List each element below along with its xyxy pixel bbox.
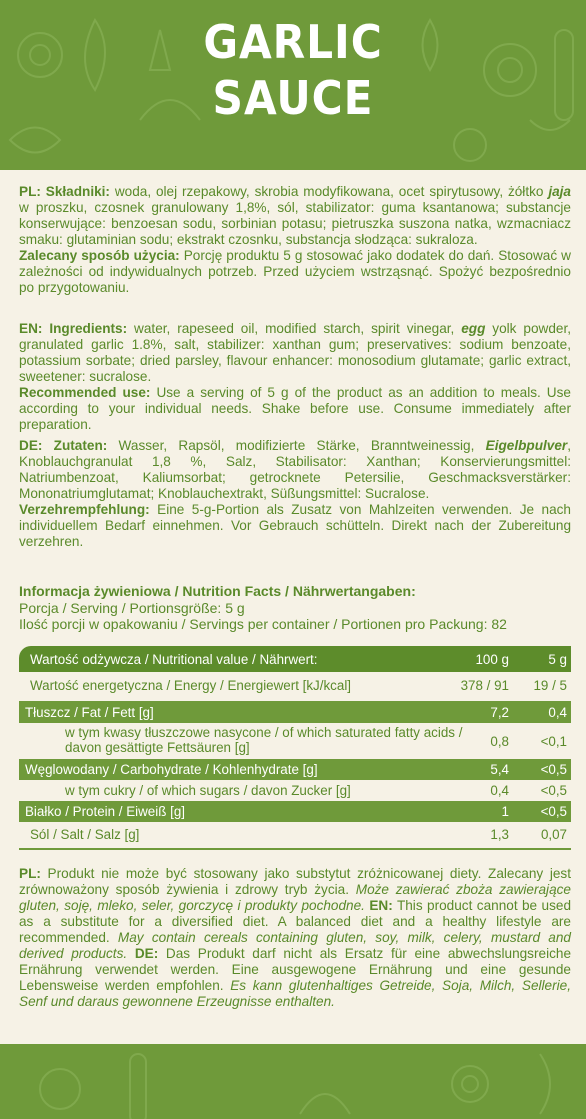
nutrition-table-header: [19, 646, 571, 672]
de-ingredients-label: DE: Zutaten:: [19, 438, 108, 453]
nutrition-table: [19, 646, 571, 845]
en-ingredients-text: water, rapeseed oil, modified starch, spirit vinegar,: [127, 321, 462, 336]
de-ingredients-text-2: , Knoblauchgranulat 1,8 %, Salz, Stabilisator: Xanthan; Konservierungsmittel: Natriumbenzoat, Kaliumsorbat; getrocknete Petersilie, Geschmacksverstärker: Mononatriumglutamat; Knoblauchextrakt, Süßungsmittel: Sucralose.: [19, 438, 571, 501]
title-line-2: SAUCE: [212, 71, 374, 125]
row-value-100g: 1: [501, 804, 509, 819]
disclaimer-en-allergens: May contain cereals containing gluten, soy, milk, celery, mustard and derived products.: [19, 930, 571, 961]
servings-per-container: Ilość porcji w opakowaniu / Servings per container / Portionen pro Packung: 82: [19, 616, 507, 632]
row-value-100g: 5,4: [490, 762, 509, 777]
header-label: Wartość odżywcza / Nutritional value / Nährwert:: [30, 652, 318, 667]
de-ingredients-text: Wasser, Rapsöl, modifizierte Stärke, Branntweinessig,: [107, 438, 486, 453]
pl-ingredients-text-2: w proszku, czosnek granulowany 1,8%, sól, stabilizator: guma ksantanowa; substancje konserwujące: benzoesan sodu, sorbinian potasu; pietruszka suszona natka, wzmacniacz smaku: glutaminian sodu; ekstrakt czosnku, substancja słodząca: sukraloza.: [19, 200, 571, 247]
table-row: [19, 723, 571, 759]
row-value-serving: 0,4: [548, 705, 567, 720]
disclaimer-pl-label: PL:: [19, 866, 41, 881]
en-use-text: Use a serving of 5 g of the product as an addition to meals. Use according to your individual needs. Shake before use. Consume immediately after preparation.: [19, 385, 571, 432]
row-value-100g: 0,4: [490, 783, 509, 798]
table-row: [19, 672, 571, 702]
header-col-100g: 100 g: [475, 652, 509, 667]
row-label: Sól / Salt / Salz [g]: [30, 827, 140, 842]
disclaimer-pl-text: Produkt nie może być stosowany jako substytut zróżnicowanej diety. Zalecany jest zrównoważony sposób żywienia i zdrowy tryb życia.: [19, 866, 571, 897]
pl-ingredients-text: woda, olej rzepakowy, skrobia modyfikowana, ocet spirytusowy, żółtko: [109, 184, 549, 199]
row-value-100g: 1,3: [490, 827, 509, 842]
row-label: w tym cukry / of which sugars / davon Zucker [g]: [65, 783, 351, 798]
title-line-1: GARLIC: [203, 15, 383, 69]
row-label: w tym kwasy tłuszczowe nasycone / of which saturated fatty acids / davon gesättigte Fettsäuren [g]: [65, 725, 463, 755]
pl-use-text: Porcję produktu 5 g stosować jako dodatek do dań. Stosować w zależności od indywidualnych potrzeb. Przed użyciem wstrząsnąć. Spożyć bezpośrednio po przygotowaniu.: [19, 248, 571, 295]
table-row: [19, 702, 571, 723]
en-ingredients-text-2: yolk powder, granulated garlic 1.8%, salt, stabilizer: xanthan gum; preservatives: sodium benzoate, potassium sorbate; dried parsley, flavour enhancer: monosodium glutamate; garlic extract, sweetener: sucralose.: [19, 321, 571, 384]
footer-banner: [0, 1044, 586, 1119]
de-use-label: Verzehrempfehlung:: [19, 502, 150, 517]
table-row: [19, 780, 571, 801]
table-row: [19, 759, 571, 780]
disclaimer-en-text: This product cannot be used as a substitute for a diversified diet. A balanced diet and a healthy lifestyle are recommended.: [19, 898, 572, 945]
pl-use-label: Zalecany sposób użycia:: [19, 248, 180, 263]
row-value-serving: 0,07: [540, 827, 567, 842]
disclaimer-de-label: DE:: [127, 946, 159, 961]
row-value-serving: 19 / 5: [533, 678, 567, 693]
vegetable-pattern-icon: [0, 1044, 586, 1119]
row-value-100g: 378 / 91: [460, 678, 509, 693]
disclaimer: [19, 866, 571, 1010]
disclaimer-de-text: Das Produkt darf nicht als Ersatz für eine abwechslungsreiche Ernährung verwendet werden. Eine ausgewogene Ernährung und eine gesunde Lebensweise werden empfohlen.: [19, 946, 572, 993]
row-label: Węglowodany / Carbohydrate / Kohlenhydrate [g]: [25, 762, 318, 777]
en-ingredients: [19, 321, 571, 433]
pl-ingredients: [19, 184, 571, 296]
product-title: [23, 14, 562, 126]
table-row: [19, 801, 571, 822]
de-ingredients: [19, 438, 571, 550]
row-label: Wartość energetyczna / Energy / Energiewert [kJ/kcal]: [30, 678, 352, 693]
disclaimer-en-label: EN:: [364, 898, 393, 913]
header-col-5g: 5 g: [548, 652, 567, 667]
en-ingredients-label: EN: Ingredients:: [19, 321, 128, 336]
table-row: [19, 822, 571, 845]
row-value-serving: <0,5: [540, 804, 567, 819]
table-bottom-divider: [19, 848, 571, 850]
nutrition-heading: Informacja żywieniowa / Nutrition Facts / Nährwertangaben:: [19, 583, 416, 599]
row-value-serving: <0,5: [540, 783, 567, 798]
header-banner: [0, 0, 586, 170]
disclaimer-pl-allergens: Może zawierać zboża zawierające gluten, soję, mleko, seler, gorczycę i produkty pochodne.: [19, 882, 571, 913]
nutrition-header-block: [19, 583, 579, 633]
pl-allergen: jaja: [548, 184, 571, 199]
en-use-label: Recommended use:: [19, 385, 151, 400]
row-value-100g: 7,2: [490, 705, 509, 720]
row-label: Tłuszcz / Fat / Fett [g]: [25, 705, 154, 720]
disclaimer-de-allergens: Es kann glutenhaltiges Getreide, Soja, Milch, Sellerie, Senf und daraus gewonnene Erzeugnisse enthalten.: [19, 978, 571, 1009]
row-label: Białko / Protein / Eiweiß [g]: [25, 804, 186, 819]
serving-size: Porcja / Serving / Portionsgröße: 5 g: [19, 599, 245, 616]
row-value-serving: <0,1: [540, 734, 567, 749]
pl-ingredients-label: PL: Składniki:: [19, 184, 110, 199]
de-use-text: Eine 5-g-Portion als Zusatz von Mahlzeiten verwenden. Je nach individuellem Bedarf einnehmen. Vor Gebrauch schütteln. Direkt nach der Zubereitung verzehren.: [19, 502, 571, 549]
de-allergen: Eigelbpulver: [485, 438, 568, 453]
row-value-100g: 0,8: [490, 734, 509, 749]
row-value-serving: <0,5: [540, 762, 567, 777]
en-allergen: egg: [461, 321, 486, 336]
